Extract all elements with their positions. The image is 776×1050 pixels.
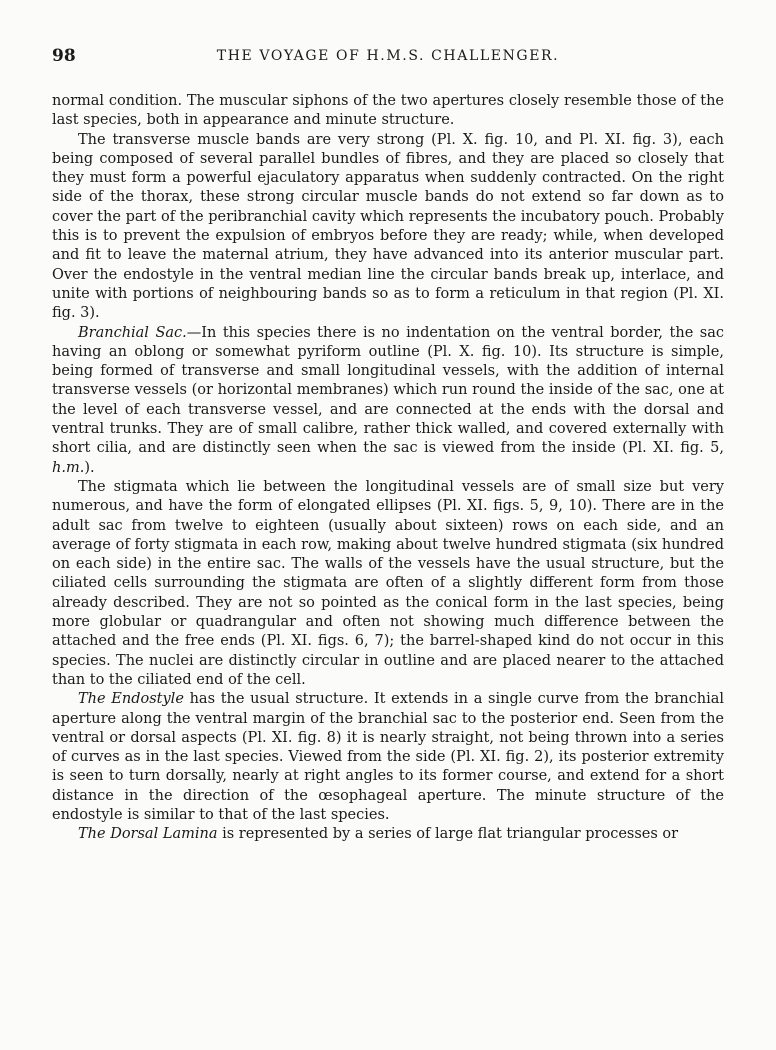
paragraph-endostyle	[52, 690, 724, 825]
paragraph-muscular-siphons	[52, 92, 724, 131]
paragraph-text: The transverse muscle bands are very strong (Pl. X. fig. 10, and Pl. XI. fig. 3), each being composed of several parallel bundles of fibres, and they are placed so closely that they must form a powerful ejaculatory apparatus when suddenly contracted. On the right side of the thorax, these strong circular muscle bands do not extend so far down as to cover the part of the peribranchial cavity which represents the incubatory pouch. Probably this is to prevent the expulsion of embryos before they are ready; while, when developed and fit to leave the maternal atrium, they have advanced into its anterior muscular part. Over the endostyle in the ventral median line the circular bands break up, interlace, and unite with portions of neighbouring bands so as to form a reticulum in that region (Pl. XI. fig. 3).	[52, 131, 724, 322]
paragraph-text: normal condition. The muscular siphons of the two apertures closely resemble those of the last species, both in appearance and minute structure.	[52, 93, 724, 129]
section-heading-endostyle: The Endostyle	[78, 691, 184, 708]
body-text	[52, 92, 724, 845]
paragraph-text: —In this species there is no indentation on the ventral border, the sac having an oblong or somewhat pyriform outline (Pl. X. fig. 10). Its structure is simple, being formed of transverse and small longitudinal vessels, with the addition of internal transverse vessels (or horizontal membranes) which run round the inside of the sac, one at the level of each transverse vessel, and are connected at the ends with the dorsal and ventral trunks. They are of small calibre, rather thick walled, and covered externally with short cilia, and are distinctly seen when the sac is viewed from the inside (Pl. XI. fig. 5,	[52, 324, 724, 457]
paragraph-stigmata	[52, 478, 724, 690]
paragraph-text: The stigmata which lie between the longitudinal vessels are of small size but very numerous, and have the form of elongated ellipses (Pl. XI. figs. 5, 9, 10). There are in the adult sac from twelve to eighteen (usually about sixteen) rows on each side, and an average of forty stigmata in each row, making about twelve hundred stigmata (six hundred on each side) in the entire sac. The walls of the vessels have the usual structure, but the ciliated cells surrounding the stigmata are often of a slightly different form from those already described. They are not so pointed as the conical form in the last species, being more globular or quadrangular and often not showing much difference between the attached and the free ends (Pl. XI. figs. 6, 7); the barrel-shaped kind do not occur in this species. The nuclei are distinctly circular in outline and are placed nearer to the attached than to the ciliated end of the cell.	[52, 478, 724, 688]
paragraph-dorsal-lamina	[52, 825, 724, 844]
paragraph-text: is represented by a series of large flat triangular processes or	[217, 826, 679, 843]
paragraph-branchial-sac	[52, 324, 724, 478]
running-title: THE VOYAGE OF H.M.S. CHALLENGER.	[216, 48, 560, 64]
section-heading-branchial-sac: Branchial Sac.	[78, 324, 187, 341]
page-number: 98	[52, 46, 76, 66]
figure-reference: h.m.	[52, 459, 85, 476]
paragraph-text: has the usual structure. It extends in a single curve from the branchial aperture along the ventral margin of the branchial sac to the posterior end. Seen from the ventral or dorsal aspects (Pl. XI. fig. 8) it is nearly straight, not being thrown into a series of curves as in the last species. Viewed from the side (Pl. XI. fig. 2), its posterior extremity is seen to turn dorsally, nearly at right angles to its former course, and extend for a short distance in the direction of the œsophageal aperture. The minute structure of the endostyle is similar to that of the last species.	[52, 691, 724, 823]
paragraph-tail: ).	[84, 459, 95, 476]
paragraph-transverse-muscle-bands	[52, 131, 724, 324]
section-heading-dorsal-lamina: The Dorsal Lamina	[78, 826, 218, 843]
page-header	[52, 46, 724, 70]
